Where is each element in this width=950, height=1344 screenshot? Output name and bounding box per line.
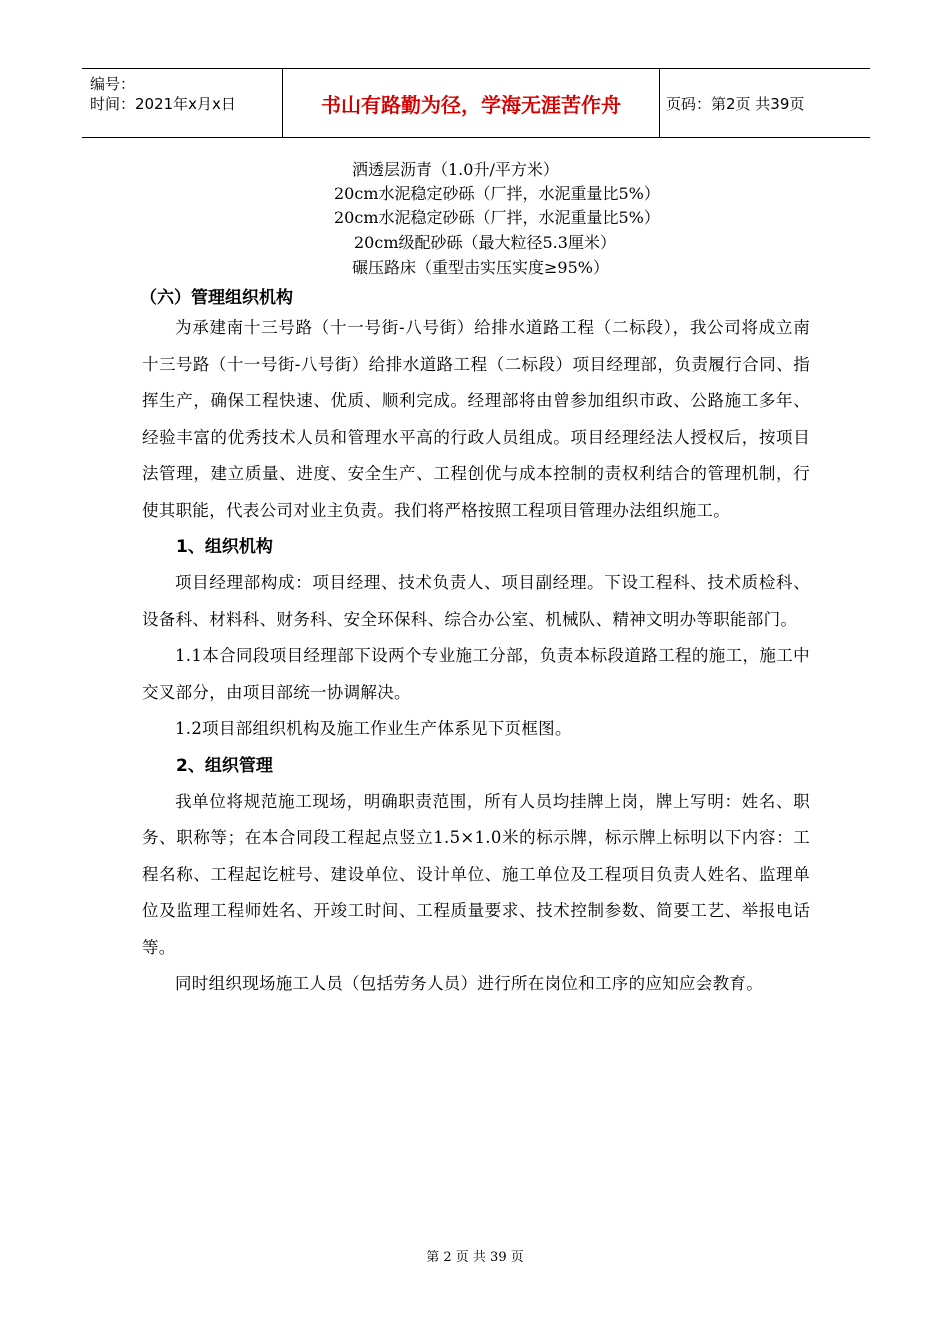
subsection-title-organization: 1、组织机构	[176, 537, 273, 557]
time-label: 时间：2021年x月x日	[90, 95, 236, 113]
intro-paragraph: 为承建南十三号路（十一号街-八号街）给排水道路工程（二标段），我公司将成立南十三号路（十一号街-八号街）给排水道路工程（二标段）项目经理部，负责履行合同、指挥生产，确保工程快速、优质、顺利完成。经理部将由曾参加组织市政、公路施工多年、经验丰富的优秀技术人员和管理水平高的行政人员组成。项目经理经法人授权后，按项目法管理，建立质量、进度、安全生产、工程创优与成本控制的责权利结合的管理机制，行使其职能，代表公司对业主负责。我们将严格按照工程项目管理办法组织施工。	[142, 318, 810, 520]
subsection-title-management: 2、组织管理	[176, 755, 273, 776]
layer-item: 洒透层沥青（1.0升/平方米）	[352, 160, 559, 179]
layer-item: 20cm级配砂砾（最大粒径5.3厘米）	[354, 233, 616, 252]
paragraph: 项目经理部构成：项目经理、技术负责人、项目副经理。下设工程科、技术质检科、设备科、材料科、财务科、安全环保科、综合办公室、机械队、精神文明办等职能部门。	[142, 573, 810, 629]
paragraph: 1.1本合同段项目经理部下设两个专业施工分部，负责本标段道路工程的施工，施工中交叉部分，由项目部统一协调解决。	[142, 646, 810, 702]
page-footer: 第 2 页 共 39 页	[426, 1250, 524, 1265]
header-motto-cell	[283, 69, 660, 137]
layer-item: 20cm水泥稳定砂砾（厂拌，水泥重量比5%）	[334, 184, 660, 203]
layer-item: 20cm水泥稳定砂砾（厂拌，水泥重量比5%）	[334, 208, 660, 227]
section-title: （六）管理组织机构	[140, 288, 293, 308]
motto-text: 书山有路勤为径，学海无涯苦作舟	[321, 93, 621, 117]
header-info-cell	[82, 69, 283, 137]
page-header	[82, 68, 870, 138]
header-page-cell	[660, 69, 870, 137]
paragraph: 我单位将规范施工现场，明确职责范围，所有人员均挂牌上岗，牌上写明：姓名、职务、职称等；在本合同段工程起点竖立1.5×1.0米的标示牌，标示牌上标明以下内容：工程名称、工程起讫桩号、建设单位、设计单位、施工单位及工程项目负责人姓名、监理单位及监理工程师姓名、开竣工时间、工程质量要求、技术控制参数、简要工艺、举报电话等。	[142, 791, 810, 957]
page-number-label: 页码：第2页 共39页	[666, 95, 805, 113]
paragraph: 1.2项目部组织机构及施工作业生产体系见下页框图。	[175, 719, 572, 738]
layer-item: 碾压路床（重型击实压实度≥95%）	[352, 258, 609, 277]
main-content	[142, 286, 810, 1003]
paragraph: 同时组织现场施工人员（包括劳务人员）进行所在岗位和工序的应知应会教育。	[175, 974, 763, 993]
number-label: 编号：	[90, 75, 136, 93]
